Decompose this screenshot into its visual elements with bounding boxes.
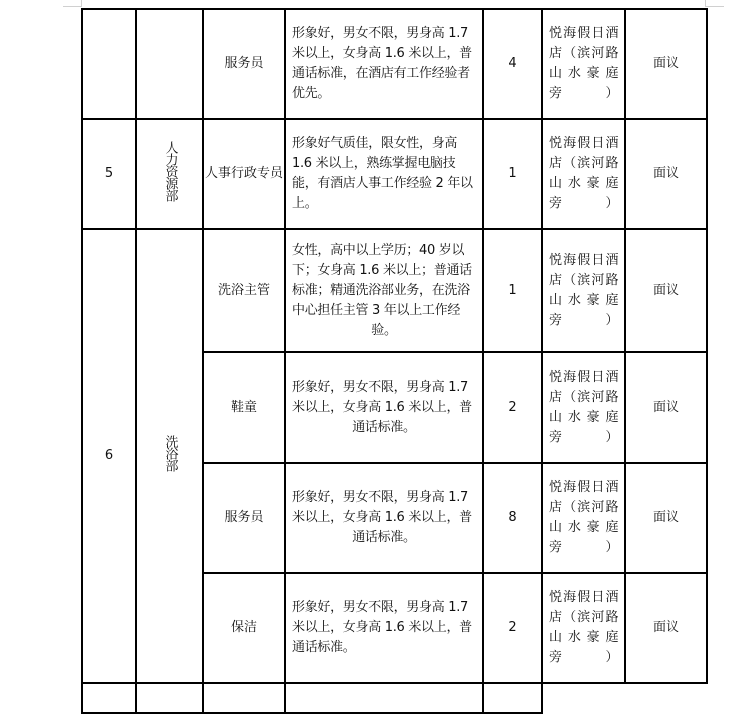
requirements-cell xyxy=(285,573,483,683)
salary-cell: 面议 xyxy=(625,119,707,229)
salary-cell xyxy=(483,683,542,713)
requirements-cell xyxy=(136,683,203,713)
location-text: 悦海假日酒店（滨河路山水豪庭旁） xyxy=(549,480,619,555)
requirements-cell xyxy=(285,352,483,463)
position-cell xyxy=(82,683,136,713)
salary-cell: 面议 xyxy=(625,463,707,573)
row-number-cell xyxy=(82,9,136,119)
headcount-cell: 2 xyxy=(483,573,542,683)
department-cell xyxy=(136,119,203,229)
headcount-cell: 1 xyxy=(483,229,542,352)
department-label: 人力资源部 xyxy=(162,140,178,201)
location-cell xyxy=(542,573,625,683)
requirements-cell xyxy=(285,9,483,119)
position-cell: 人事行政专员 xyxy=(203,119,285,229)
location-cell xyxy=(285,683,483,713)
position-cell: 保洁 xyxy=(203,573,285,683)
row-number-cell: 5 xyxy=(82,119,136,229)
requirements-text: 形象好，男女不限，男身高 1.7 米以上，女身高 1.6 米以上，普通话标准。 xyxy=(292,600,472,655)
job-listing-table xyxy=(81,8,708,714)
position-cell: 洗浴主管 xyxy=(203,229,285,352)
requirements-text: 形象好，男女不限，男身高 1.7 米以上，女身高 1.6 米以上，普通话标准，在酒店有工作经验者优先。 xyxy=(292,26,472,101)
table-row xyxy=(82,119,707,229)
location-text: 悦海假日酒店（滨河路山水豪庭旁） xyxy=(549,252,619,328)
row-number-cell: 6 xyxy=(82,229,136,683)
requirements-text: 形象好，男女不限，男身高 1.7 米以上，女身高 1.6 米以上，普通话标准。 xyxy=(292,379,472,435)
table-row xyxy=(82,229,707,352)
requirements-cell xyxy=(285,119,483,229)
table-row xyxy=(82,9,707,119)
location-text: 悦海假日酒店（滨河路山水豪庭旁） xyxy=(549,26,619,101)
page-margin-corner-right xyxy=(705,0,724,7)
location-cell xyxy=(542,463,625,573)
location-text: 悦海假日酒店（滨河路山水豪庭旁） xyxy=(549,136,619,211)
requirements-cell xyxy=(285,463,483,573)
department-cell xyxy=(136,229,203,683)
location-cell xyxy=(542,9,625,119)
salary-cell: 面议 xyxy=(625,573,707,683)
salary-cell: 面议 xyxy=(625,352,707,463)
headcount-cell: 2 xyxy=(483,352,542,463)
salary-cell: 面议 xyxy=(625,229,707,352)
location-cell xyxy=(542,352,625,463)
table-row-partial xyxy=(82,683,707,713)
location-text: 悦海假日酒店（滨河路山水豪庭旁） xyxy=(549,590,619,665)
department-cell xyxy=(136,9,203,119)
salary-cell: 面议 xyxy=(625,9,707,119)
requirements-text: 形象好气质佳，限女性，身高 1.6 米以上，熟练掌握电脑技能，有酒店人事工作经验 2 年以上。 xyxy=(292,136,473,211)
location-cell xyxy=(542,119,625,229)
requirements-text: 女性，高中以上学历；40 岁以下；女身高 1.6 米以上；普通话标准；精通洗浴部业务，在洗浴中心担任主管 3 年以上工作经验。 xyxy=(292,242,472,338)
page-margin-corner-left xyxy=(63,0,82,7)
position-cell: 鞋童 xyxy=(203,352,285,463)
headcount-cell: 8 xyxy=(483,463,542,573)
location-cell xyxy=(542,229,625,352)
headcount-cell: 4 xyxy=(483,9,542,119)
headcount-cell: 1 xyxy=(483,119,542,229)
requirements-text: 形象好，男女不限，男身高 1.7 米以上，女身高 1.6 米以上，普通话标准。 xyxy=(292,490,472,545)
requirements-cell xyxy=(285,229,483,352)
position-cell: 服务员 xyxy=(203,463,285,573)
location-text: 悦海假日酒店（滨河路山水豪庭旁） xyxy=(549,369,619,445)
department-label: 洗浴部 xyxy=(162,434,178,471)
headcount-cell xyxy=(203,683,285,713)
position-cell: 服务员 xyxy=(203,9,285,119)
